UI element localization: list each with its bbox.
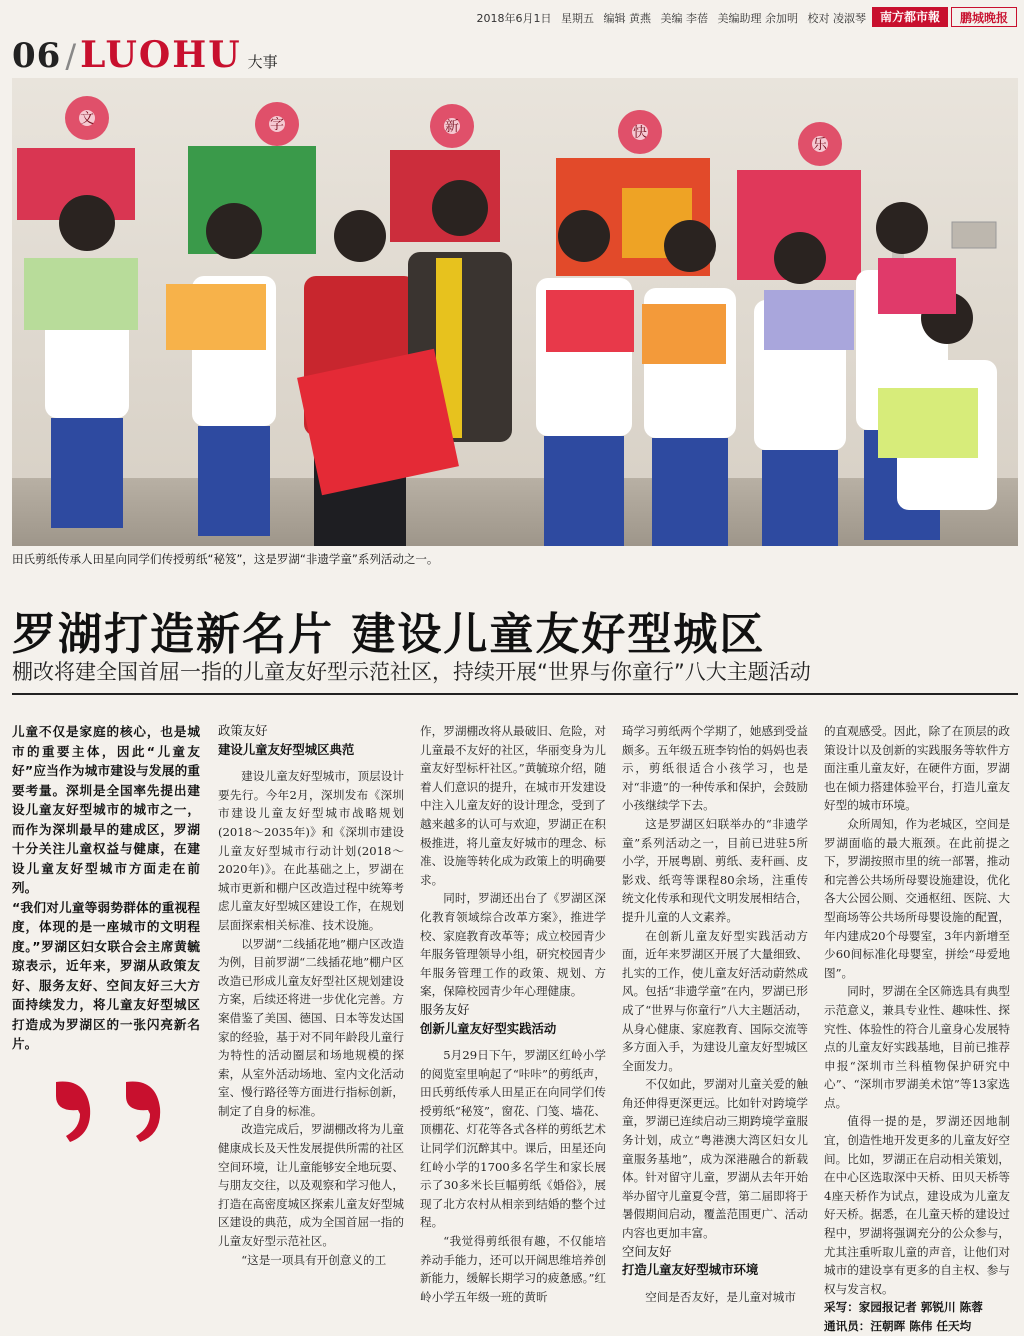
photo-caption: 田氏剪纸传承人田星向同学们传授剪纸“秘笈”，这是罗湖“非遗学童”系列活动之一。 [12,552,439,566]
section-title-service: 创新儿童友好型实践活动 [420,1020,557,1036]
body-paragraph: 同时，罗湖在全区筛选具有典型示范意义，兼具专业性、趣味性、探究性、体验性的符合儿童身心发展特点的儿童友好实践基地，目前已推荐申报“深圳市兰科植物保护研究中心”、“深圳市罗湖美术馆”等13家选点。 [824,984,1010,1110]
body-paragraph: 5月29日下午，罗湖区红岭小学的阅览室里响起了“咔咔”的剪纸声，田氏剪纸传承人田星正在向同学们传授剪纸“秘笈”，窗花、门笺、墙花、顶棚花、灯花等各式各样的剪纸艺术让同学们沉醉其中。课后，田星还向红岭小学的1700多名学生和家长展示了30多米长巨幅剪纸《婚俗》，展现了北方农村从相亲到结婚的整个过程。 [420,1048,606,1230]
section-title-space: 打造儿童友好型城市环境 [622,1262,759,1278]
lead-paragraph-2: “我们对儿童等弱势群体的重视程度，体现的是一座城市的文明程度。”罗湖区妇女联合会主席黄毓琼表示，近年来，罗湖从政策友好、服务友好、空间友好三大方面持续发力，将儿童友好型城区打造成为罗湖区的一张闪亮新名片。 [12,899,200,1051]
article-lead [12,722,200,1054]
body-paragraph: 以罗湖“二线插花地”棚户区改造为例，目前罗湖“二线插花地”棚户区改造已形成儿童友好型社区规划建设方案，后续还将进一步优化完善。方案借鉴了美国、德国、日本等发达国家的经验，基于对不同年龄段儿童行为特性的活动圈层和场地规模的探索，从室外活动场地、室内文化活动室、慢行路径等方面进行指标创新，制定了自身的标准。 [218,936,404,1118]
section-kicker-service: 服务友好 [420,1001,470,1017]
body-paragraph: 不仅如此，罗湖对儿童关爱的触角还伸得更深更远。比如针对跨境学童，罗湖已连续启动三期跨境学童服务计划，成立“粤港澳大湾区妇女儿童服务基地”，成为深港融合的新载体。针对留守儿童，罗湖从去年开始举办留守儿童夏令营，第二届即将于暑假期间启动，覆盖范围更广、活动内容也更加丰富。 [622,1077,808,1241]
banner-char: 乐 [813,137,827,153]
headline-rule [12,693,1018,695]
article-subhead: 棚改将建全国首屈一指的儿童友好型示范社区，持续开展“世界与你童行”八大主题活动 [12,660,811,684]
body-paragraph: 琦学习剪纸两个学期了，她感到受益颇多。五年级五班李钧怡的妈妈也表示，剪纸很适合小孩学习，也是对“非遗”的一种传承和保护，会鼓励小孩继续学下去。 [622,724,808,813]
body-paragraph: 空间是否友好，是儿童对城市 [645,1289,796,1304]
proofreader-credit: 校对 凌淑琴 [807,12,866,25]
section-title-policy: 建设儿童友好型城区典范 [218,741,355,757]
article-column-4 [824,722,1010,1336]
district-name: LUOHU [80,34,242,76]
partner-logo: 鹏城晚报 [951,7,1017,27]
body-paragraph: 众所周知，作为老城区，空间是罗湖面临的最大瓶颈。在此前提之下，罗湖按照市里的统一部署，推动和完善公共场所母婴设施建设，优化各大公园公厕、交通枢纽、医院、大型商场等公共场所母婴设施的配置，年内建成20个母婴室，3年内新增至少60间标准化母婴室，拼绘“母爱地图”。 [824,816,1010,980]
banner-char: 文 [80,111,94,127]
designer-credit: 美编 李蓓 [660,12,708,25]
body-paragraph: 改造完成后，罗湖棚改将为儿童健康成长及天性发展提供所需的社区空间环境，让儿童能够安全地玩耍、与朋友交往，以及观察和学习他人，打造在高密度城区探索儿童友好型城区建设的典范，成为全国首屈一指的儿童友好型示范社区。 [218,1122,404,1249]
newspaper-logo: 南方都市報 [872,7,948,27]
body-paragraph: 这是罗湖区妇联举办的“非遗学童”系列活动之一，目前已进驻5所小学，开展粤剧、剪纸、麦秆画、皮影戏、纸弯等课程80余场，注重传统文化传承和现代文明发展相结合，提升儿童的人文素养。 [622,816,808,924]
page-slash: / [65,37,77,75]
section-name: 大事 [247,53,278,71]
correspondent-credit: 通讯员：汪朝晖 陈伟 任天均 [824,1319,972,1333]
page-number: 06 [12,36,62,76]
body-paragraph: “我觉得剪纸很有趣，不仅能培养动手能力，还可以开阔思维培养创新能力，缓解长期学习的疲惫感。”红岭小学五年级一班的黄昕 [420,1234,606,1304]
masthead-meta [471,10,867,26]
section-kicker-policy: 政策友好 [218,723,268,738]
reporter-credit: 采写：家园报记者 郭锐川 陈蓉 [824,1300,983,1315]
body-paragraph: 的直观感受。因此，除了在顶层的政策设计以及创新的实践服务等软件方面注重儿童友好，在硬件方面，罗湖也在倾力搭建体验平台，打造儿童友好型的城市环境。 [824,724,1010,813]
article-column-3 [622,722,808,1306]
body-paragraph: 值得一提的是，罗湖还因地制宜，创造性地开发更多的儿童友好空间。比如，罗湖正在启动相关策划，在中心区选取深中天桥、田贝天桥等4座天桥作为试点，建设成为儿童友好天桥。据悉，在儿童天桥的建设过程中，罗湖将强调充分的公众参与，尤其注重听取儿童的声音，让他们对城市的建设享有更多的自主权、参与权与发言权。 [824,1114,1010,1296]
banner-char: 字 [270,117,284,133]
quote-mark-icon [48,1074,198,1144]
lead-photo [12,78,1018,546]
banner-char: 快 [633,125,647,141]
article-column-2 [420,722,606,1306]
lead-paragraph-1: 儿童不仅是家庭的核心，也是城市的重要主体，因此“儿童友好”应当作为城市建设与发展的重要考量。深圳是全国率先提出建设儿童友好型城市的城市之一，而作为深圳最早的建成区，罗湖十分关注儿童权益与健康，在建设儿童友好型城市方面走在前列。 [12,724,200,895]
article-headline: 罗湖打造新名片 建设儿童友好型城区 [12,609,766,660]
body-paragraph: 在创新儿童友好型实践活动方面，近年来罗湖区开展了大量细致、扎实的工作，使儿童友好活动蔚然成风。包括“非遗学童”在内，罗湖已形成了“世界与你童行”八大主题活动，从身心健康、家庭教育、国际交流等多方面入手，为建设儿童友好型城区全面发力。 [622,928,808,1073]
banner-char: 新 [445,119,459,135]
classroom-photo-illustration [12,78,1018,546]
section-kicker-space: 空间友好 [622,1243,672,1259]
editor-credit: 编辑 黄燕 [603,12,651,25]
body-paragraph: 建设儿童友好型城市，顶层设计要先行。今年2月，深圳发布《深圳市建设儿童友好型城市战略规划(2018～2035年)》和《深圳市建设儿童友好型城市行动计划(2018～2020年)》。在此基础之上，罗湖在城市更新和棚户区改造过程中统筹考虑儿童友好型城区建设工作，在规划层面探索相关标准、技术设施。 [218,769,404,932]
masthead-bar [0,0,1024,30]
body-paragraph: 同时，罗湖还出台了《罗湖区深化教育领域综合改革方案》，推进学校、家庭教育改革等；成立校园青少年服务管理领导小组，研究校园青少年服务管理工作的政策、规划、方案，保障校园青少年心理健康。 [420,891,606,999]
page-heading [12,34,278,74]
assistant-credit: 美编助理 余加明 [717,12,798,25]
issue-weekday: 星期五 [561,12,594,25]
article-column-1 [218,722,404,1269]
body-paragraph: 作，罗湖棚改将从最破旧、危险，对儿童最不友好的社区，华丽变身为儿童友好型标杆社区。”黄毓琼介绍，随着人们意识的提升，在城市开发建设中注入儿童友好的设计理念，受到了越来越多的认可与欢迎，罗湖正在积极推进，将儿童友好城市的理念、标准、设施等转化成为政策上的明确要求。 [420,724,606,887]
issue-date: 2018年6月1日 [476,12,552,25]
body-paragraph: “这是一项具有开创意义的工 [241,1252,387,1267]
